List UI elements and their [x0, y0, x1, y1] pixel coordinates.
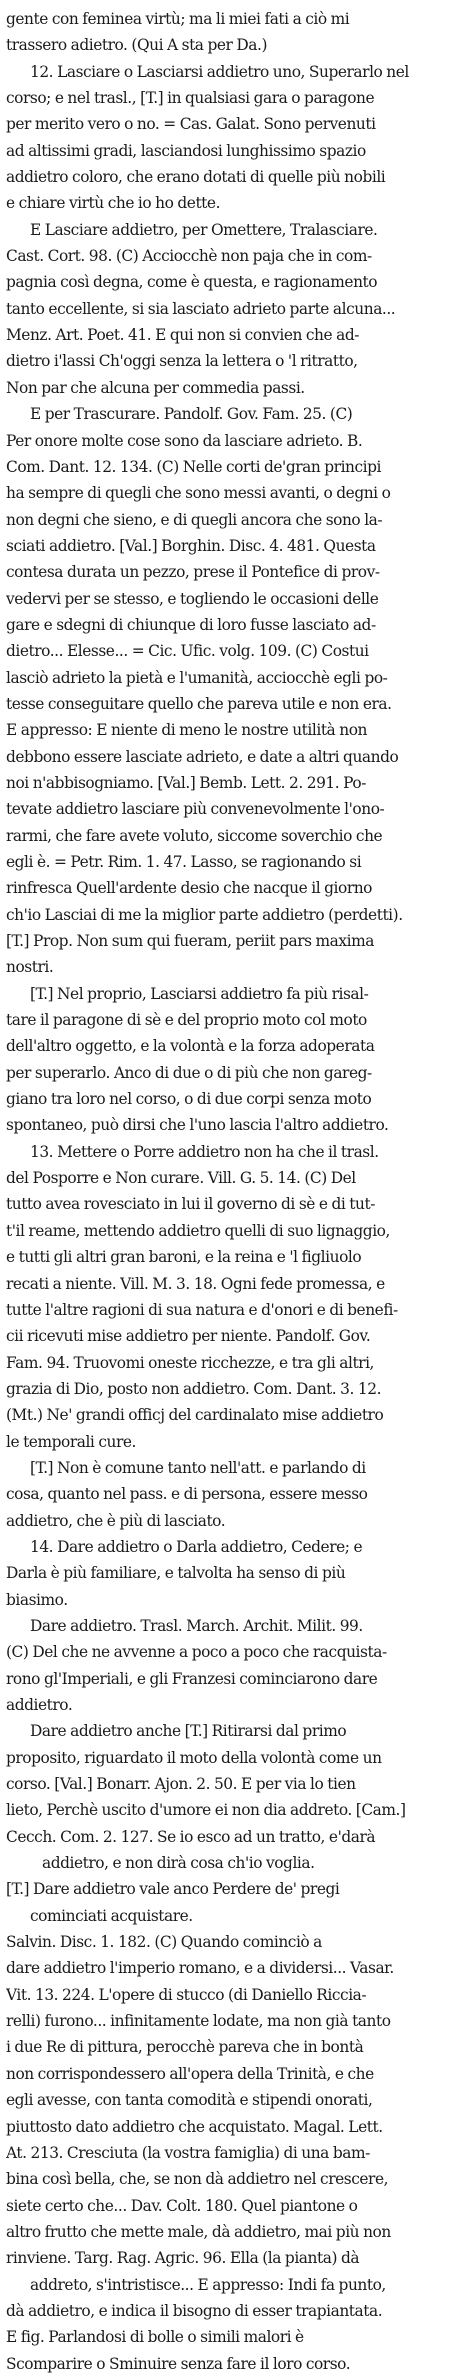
text-line: [T.] Non è comune tanto nell'att. e parlando di	[30, 1458, 366, 1477]
text-line: egli avesse, con tanta comodità e stipendi onorati,	[6, 2091, 373, 2110]
text-line: Cecch. Com. 2. 127. Se io esco ad un tratto, e'darà	[6, 1827, 376, 1846]
text-line: [T.] Prop. Non sum qui fueram, periit pars maxima	[6, 932, 374, 951]
text-line: Vit. 13. 224. L'opere di stucco (di Daniello Ricciа-	[6, 1985, 367, 2004]
text-line: lasciò adrieto la pietà e l'umanità, acciocchè egli po-	[6, 668, 388, 687]
text-line: rarmi, che fare avete voluto, siccome soverchio che	[6, 826, 383, 845]
text-line: debbono essere lasciate adrieto, e date a altri quando	[6, 747, 399, 766]
text-line: proposito, riguardato il moto della volontà come un	[6, 1748, 382, 1767]
text-line: cominciati acquistare.	[30, 1906, 193, 1925]
text-line: del Posporre e Non curare. Vill. G. 5. 14. (C) Del	[6, 1169, 356, 1188]
text-line: siete certo che... Dav. Colt. 180. Quel piantone o	[6, 2196, 358, 2215]
text-line: addreto, s'intristisce... E appresso: Indi fa punto,	[30, 2275, 386, 2294]
text-line: recati a niente. Vill. M. 3. 18. Ogni fede promessa, e	[6, 1274, 385, 1293]
text-line: bina così bella, che, se non dà addietro nel crescere,	[6, 2170, 389, 2189]
text-line: i due Re di pittura, perocchè pareva che in bontà	[6, 2038, 364, 2057]
text-line: ad altissimi gradi, lasciandosi lunghissimo spazio	[6, 141, 366, 160]
text-line: (C) Del che ne avvenne a poco a poco che racquista-	[6, 1643, 387, 1662]
text-line: ha sempre di quegli che sono messi avanti, o degni o	[6, 484, 391, 503]
text-line: Non par che alcuna per commedia passi.	[6, 378, 305, 397]
text-line: 14. Dare addietro o Darla addietro, Cedere; e	[30, 1537, 363, 1556]
text-line: Menz. Art. Poet. 41. E qui non si convien che ad-	[6, 326, 359, 345]
text-line: vedervi per se stesso, e togliendo le occasioni delle	[6, 589, 379, 608]
text-line: per superarlo. Anco di due o di più che non gareg-	[6, 1063, 372, 1082]
text-line: Dare addietro. Trasl. March. Archit. Milit. 99.	[30, 1616, 363, 1635]
text-line: gente con feminea virtù; ma li miei fati a ciò mi	[6, 10, 350, 28]
text-line: egli è. = Petr. Rim. 1. 47. Lasso, se ragionando si	[6, 853, 362, 871]
text-line: cosa, quanto nel pass. e di persona, essere messo	[6, 1485, 368, 1504]
text-line: pagnia così degna, come è questa, e ragionamento	[6, 273, 378, 292]
text-line: altro frutto che mette male, dà addietro, mai più non	[6, 2222, 391, 2241]
text-line: grazia di Dio, posto non addietro. Com. Dant. 3. 12.	[6, 1379, 382, 1398]
text-line: E Lasciare addietro, per Omettere, Tralasciare.	[30, 220, 378, 239]
text-line: corso; e nel trasl., [T.] in qualsiasi gara o paragone	[6, 89, 375, 108]
text-line: Scomparire o Sminuire senza fare il loro corso.	[6, 2354, 351, 2373]
text-line: rono gl'Imperiali, e gli Franzesi cominciarono dare	[6, 1669, 378, 1688]
text-line: dà addietro, e indica il bisogno di esser trapiantata.	[6, 2301, 383, 2320]
text-line: corso. [Val.] Bonarr. Ajon. 2. 50. E per via lo tien	[6, 1775, 356, 1794]
text-line: contesa durata un pezzo, prese il Pontefice di prov-	[6, 563, 380, 582]
text-line: Dare addietro anche [T.] Ritirarsi dal primo	[30, 1722, 347, 1741]
text-line: gare e sdegni di chiunque di loro fusse lasciato ad-	[6, 615, 376, 634]
text-line: relli) furono... infinitamente lodate, ma non già tanto	[6, 2012, 391, 2031]
text-line: 13. Mettere o Porre addietro non ha che il trasl.	[30, 1142, 379, 1161]
text-line: dietro... Elesse... = Cic. Ufic. volg. 109. (C) Costui	[6, 642, 369, 661]
text-line: trassero adietro. (Qui A sta per Da.)	[6, 36, 267, 55]
text-line: cii ricevuti mise addietro per niente. Pandolf. Gov.	[6, 1327, 371, 1346]
text-line: sciati addietro. [Val.] Borghin. Disc. 4. 481. Questa	[6, 536, 376, 555]
text-line: tesse conseguitare quello che pareva utile e non era.	[6, 694, 392, 713]
text-line: Darla è più familiare, e talvolta ha senso di più	[6, 1564, 346, 1583]
text-line: Fam. 94. Truovomi oneste ricchezze, e tra gli altri,	[6, 1353, 374, 1372]
text-line: noi n'abbisogniamo. [Val.] Bemb. Lett. 2. 291. Po-	[6, 773, 366, 792]
text-line: le temporali cure.	[6, 1432, 136, 1451]
text-line: ch'io Lasciai di me la miglior parte addietro (perdetti).	[6, 905, 403, 924]
text-line: biasimo.	[6, 1590, 68, 1609]
text-line: piuttosto dato addietro che acquistato. Magal. Lett.	[6, 2117, 383, 2136]
text-line: [T.] Dare addietro vale anco Perdere de' pregi	[6, 1880, 340, 1899]
text-line: tutte l'altre ragioni di sua natura e d'onori e di benefi-	[6, 1300, 398, 1319]
text-line: nostri.	[6, 958, 54, 977]
text-line: Cast. Cort. 98. (C) Acciocchè non paja che in com-	[6, 247, 372, 266]
text-line: tutto avea rovesciato in lui il governo di sè e di tut-	[6, 1195, 375, 1214]
text-line: tanto eccellente, si sia lasciato adrieto parte alcuna...	[6, 299, 396, 318]
text-line: At. 213. Cresciuta (la vostra famiglia) di una bam-	[6, 2143, 370, 2162]
text-line: dell'altro oggetto, e la volontà e la forza adoperata	[6, 1037, 375, 1056]
text-line: E fig. Parlandosi di bolle o simili malori è	[6, 2328, 304, 2347]
text-line: Per onore molte cose sono da lasciare adrieto. B.	[6, 431, 363, 450]
text-line: e chiare virtù che io ho dette.	[6, 194, 221, 213]
text-line: rinviene. Targ. Rag. Agric. 96. Ella (la pianta) dà	[6, 2249, 360, 2268]
text-line: addietro, che è più di lasciato.	[6, 1511, 226, 1530]
text-line: (Mt.) Ne' grandi officj del cardinalato mise addietro	[6, 1406, 384, 1425]
text-line: lieto, Perchè uscito d'umore ei non dia addreto. [Cam.]	[6, 1801, 406, 1820]
text-line: dietro i'lassi Ch'oggi senza la lettera o 'l ritratto,	[6, 352, 358, 371]
text-line: non degni che sieno, e di quegli ancora che sono la-	[6, 510, 383, 529]
text-line: addietro.	[6, 1696, 73, 1714]
text-line: giano tra loro nel corso, o di due corpi senza moto	[6, 1090, 372, 1109]
text-line: Salvin. Disc. 1. 182. (C) Quando cominciò a	[6, 1933, 322, 1952]
text-line: Com. Dant. 12. 134. (C) Nelle corti de'gran principi	[6, 457, 382, 476]
text-line: tevate addietro lasciare più convenevolmente l'ono-	[6, 800, 385, 819]
text-line: e tutti gli altri gran baroni, e la reina e 'l figliuolo	[6, 1248, 362, 1267]
text-line: tare il paragone di sè e del proprio moto col moto	[6, 1011, 367, 1030]
text-line: dare addietro l'imperio romano, e a dividersi... Vasar.	[6, 1959, 394, 1978]
text-line: rinfresca Quell'ardente desio che nacque il giorno	[6, 879, 372, 898]
text-line: non corrispondessero all'opera della Trinità, e che	[6, 2064, 374, 2083]
text-line: E per Trascurare. Pandolf. Gov. Fam. 25. (C)	[30, 405, 353, 424]
text-line: E appresso: E niente di meno le nostre utilità non	[6, 721, 367, 740]
text-line: 12. Lasciare o Lasciarsi addietro uno, Superarlo nel	[30, 62, 409, 81]
text-line: addietro, e non dirà cosa ch'io voglia.	[42, 1854, 315, 1873]
text-line: addietro coloro, che erano dotati di quelle più nobili	[6, 168, 386, 187]
text-line: spontaneo, può dirsi che l'uno lascia l'altro addietro.	[6, 1116, 389, 1135]
text-line: t'il reame, mettendo addietro quelli di suo lignaggio,	[6, 1221, 390, 1240]
text-line: per merito vero o no. = Cas. Galat. Sono pervenuti	[6, 115, 376, 134]
text-line: [T.] Nel proprio, Lasciarsi addietro fa più risal-	[30, 984, 369, 1003]
